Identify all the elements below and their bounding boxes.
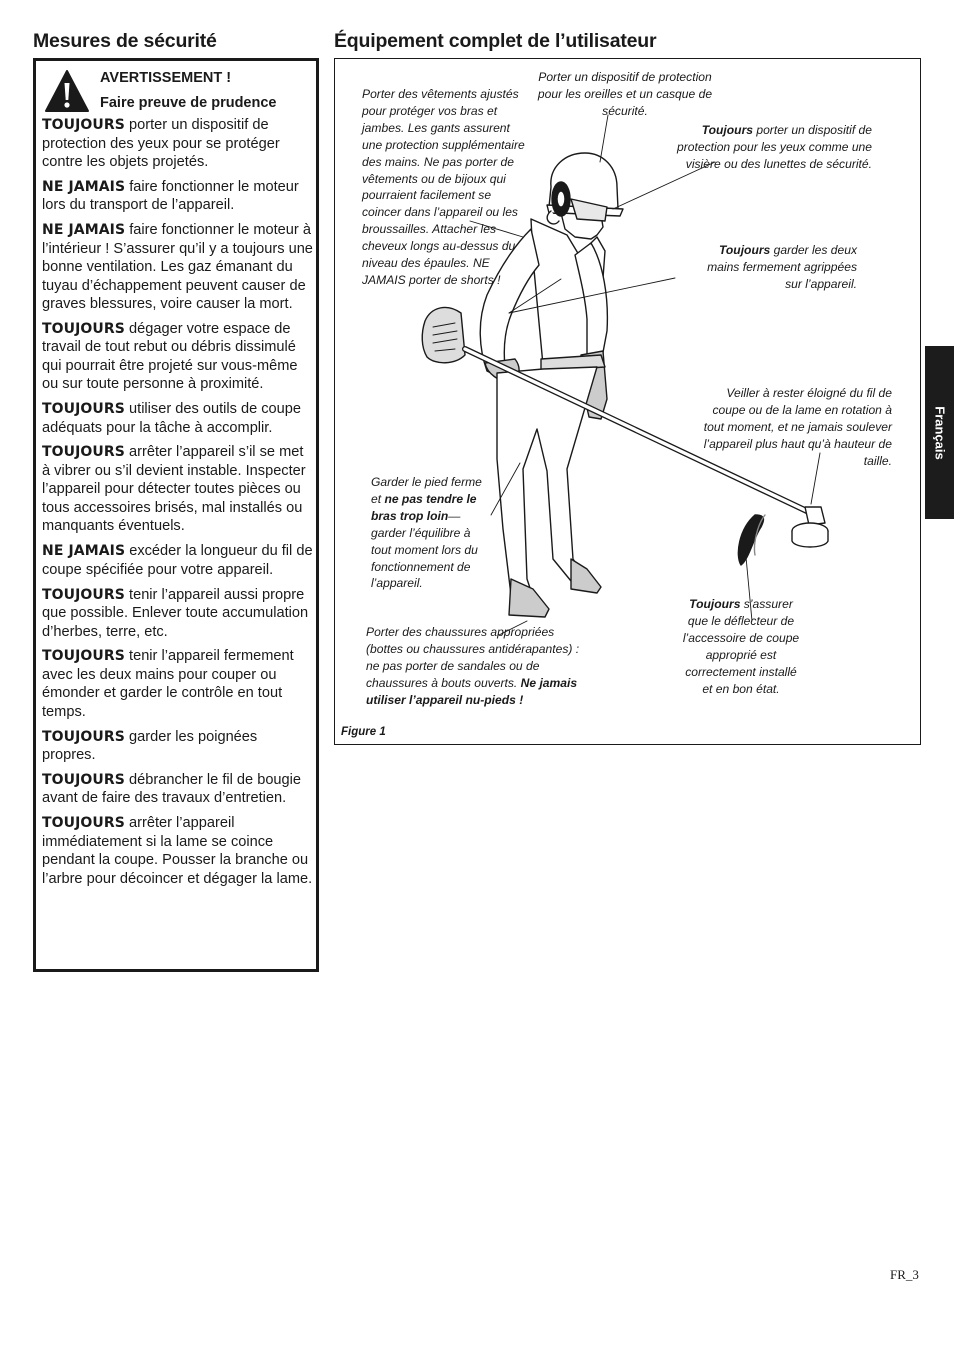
safety-item bbox=[42, 542, 314, 579]
note-hearing-protection: Porter un dispositif de protection pour les oreilles et un casque de sécurité. bbox=[537, 70, 713, 118]
safety-keyword: TOUJOURS bbox=[42, 728, 125, 745]
note-keyword: ne pas tendre le bras trop loin bbox=[371, 491, 477, 523]
safety-warning-box bbox=[33, 58, 319, 972]
safety-keyword: TOUJOURS bbox=[42, 771, 125, 788]
warning-triangle-icon bbox=[44, 69, 90, 113]
safety-keyword: TOUJOURS bbox=[42, 586, 125, 603]
safety-keyword: NE JAMAIS bbox=[42, 543, 126, 560]
safety-keyword: TOUJOURS bbox=[42, 444, 125, 461]
note-text: Porter des chaussures appropriées (bottes ou chaussures antidérapantes) : ne pas porter de sandales ou de chaussures à bouts ouverts. bbox=[366, 625, 580, 690]
language-tab-label: Français bbox=[932, 405, 947, 460]
safety-text: excéder la longueur du fil de coupe spécifiée pour votre appareil. bbox=[42, 543, 313, 578]
safety-text: tenir l’appareil aussi propre que possible. Enlever toute accumulation d’herbes, terre, etc. bbox=[42, 586, 309, 640]
note-keyword: Toujours bbox=[718, 243, 771, 257]
safety-keyword: TOUJOURS bbox=[42, 320, 125, 337]
note-clothing: Porter des vêtements ajustés pour protéger vos bras et jambes. Les gants assurent une protection supplémentaire des mains. Ne pas porter de vêtements ou de bijoux qui pourraient facilement se coincer dans l’appareil ou les broussailles. Attacher les cheveux longs au-dessus du niveau des épaules. NE JAMAIS porter de shorts ! bbox=[362, 87, 525, 287]
page-number: FR_3 bbox=[890, 1267, 919, 1282]
safety-text: faire fonctionner le moteur lors du transport de l’appareil. bbox=[42, 178, 299, 214]
safety-item bbox=[42, 443, 314, 536]
safety-keyword: TOUJOURS bbox=[42, 648, 125, 665]
safety-item bbox=[42, 647, 314, 721]
note-keyword: Toujours bbox=[701, 123, 753, 137]
safety-item bbox=[42, 586, 314, 642]
note-keyword: Toujours bbox=[689, 597, 741, 611]
safety-text: garder les poignées propres. bbox=[42, 728, 258, 764]
figure-caption: Figure 1 bbox=[341, 726, 386, 738]
note-eye-protection bbox=[677, 122, 872, 173]
safety-item bbox=[42, 400, 314, 437]
note-text: —garder l’équilibre à tout moment lors du fonctionnement de l’appareil. bbox=[371, 508, 478, 591]
safety-item bbox=[42, 178, 314, 215]
note-footing bbox=[371, 474, 489, 592]
safety-text: dégager votre espace de travail de tout rebut ou débris dissimulé qui pourrait être projeté sur vous-même ou sur toute personne à proximité. bbox=[42, 320, 298, 393]
safety-keyword: NE JAMAIS bbox=[42, 222, 126, 239]
safety-keyword: TOUJOURS bbox=[42, 401, 125, 418]
safety-text: utiliser des outils de coupe adéquats pour la tâche à accomplir. bbox=[42, 401, 302, 436]
language-tab bbox=[925, 346, 954, 519]
warning-header bbox=[44, 67, 314, 117]
note-text: s’assurer que le déflecteur de l’accessoire de coupe approprié est correctement installé et en bon état. bbox=[682, 597, 800, 696]
note-both-hands bbox=[704, 242, 857, 293]
safety-keyword: NE JAMAIS bbox=[42, 178, 126, 195]
section-title-equipment: Équipement complet de l’utilisateur bbox=[334, 30, 657, 52]
safety-text: arrêter l’appareil immédiatement si la lame se coince pendant la coupe. Pousser la branche ou l’arbre pour décoincer et dégager la lame. bbox=[42, 815, 313, 887]
safety-items-list bbox=[42, 116, 314, 895]
note-keyword: Ne jamais utiliser l’appareil nu-pieds ! bbox=[366, 675, 578, 707]
safety-keyword: TOUJOURS bbox=[42, 815, 125, 832]
note-keep-distance: Veiller à rester éloigné du fil de coupe ou de la lame en rotation à tout moment, et ne jamais soulever l’appareil plus haut qu’à hauteur de taille. bbox=[703, 386, 892, 468]
engine-icon bbox=[422, 307, 465, 362]
safety-text: faire fonctionner le moteur à l’intérieur ! S’assurer qu’il y a toujours une bonne ventilation. Les gaz émanant du tuyau d’échappement peuvent causer de graves blessures, voire causer la mort. bbox=[42, 222, 313, 313]
note-text: Garder le pied ferme et bbox=[371, 475, 482, 506]
safety-item bbox=[42, 814, 314, 888]
safety-text: débrancher le fil de bougie avant de faire des travaux d’entretien. bbox=[42, 771, 302, 807]
warning-subtitle: Faire preuve de prudence bbox=[100, 95, 277, 111]
note-text: porter un dispositif de protection pour les yeux comme une visière ou des lunettes de sécurité. bbox=[677, 123, 872, 171]
safety-item bbox=[42, 116, 314, 172]
safety-item bbox=[42, 320, 314, 394]
note-text: garder les deux mains fermement agrippées sur l’appareil. bbox=[707, 243, 857, 291]
safety-text: arrêter l’appareil s’il se met à vibrer ou s’il devient instable. Inspecter l’appareil pour détecter toutes pièces ou tous accessoires brisés, mal installés ou manquants éventuels. bbox=[42, 444, 306, 535]
safety-item bbox=[42, 728, 314, 765]
figure-1-box bbox=[334, 58, 921, 745]
warning-title: AVERTISSEMENT ! bbox=[100, 70, 232, 86]
note-deflector bbox=[682, 596, 800, 697]
safety-text: porter un dispositif de protection des yeux pour se protéger contre les objets projetés. bbox=[42, 117, 280, 170]
safety-text: tenir l’appareil fermement avec les deux mains pour couper ou émonder et garder le contrôle en tout temps. bbox=[42, 648, 294, 720]
safety-item bbox=[42, 771, 314, 808]
safety-keyword: TOUJOURS bbox=[42, 117, 125, 133]
note-footwear bbox=[366, 624, 588, 709]
safety-item bbox=[42, 221, 314, 314]
section-title-safety: Mesures de sécurité bbox=[33, 30, 217, 52]
